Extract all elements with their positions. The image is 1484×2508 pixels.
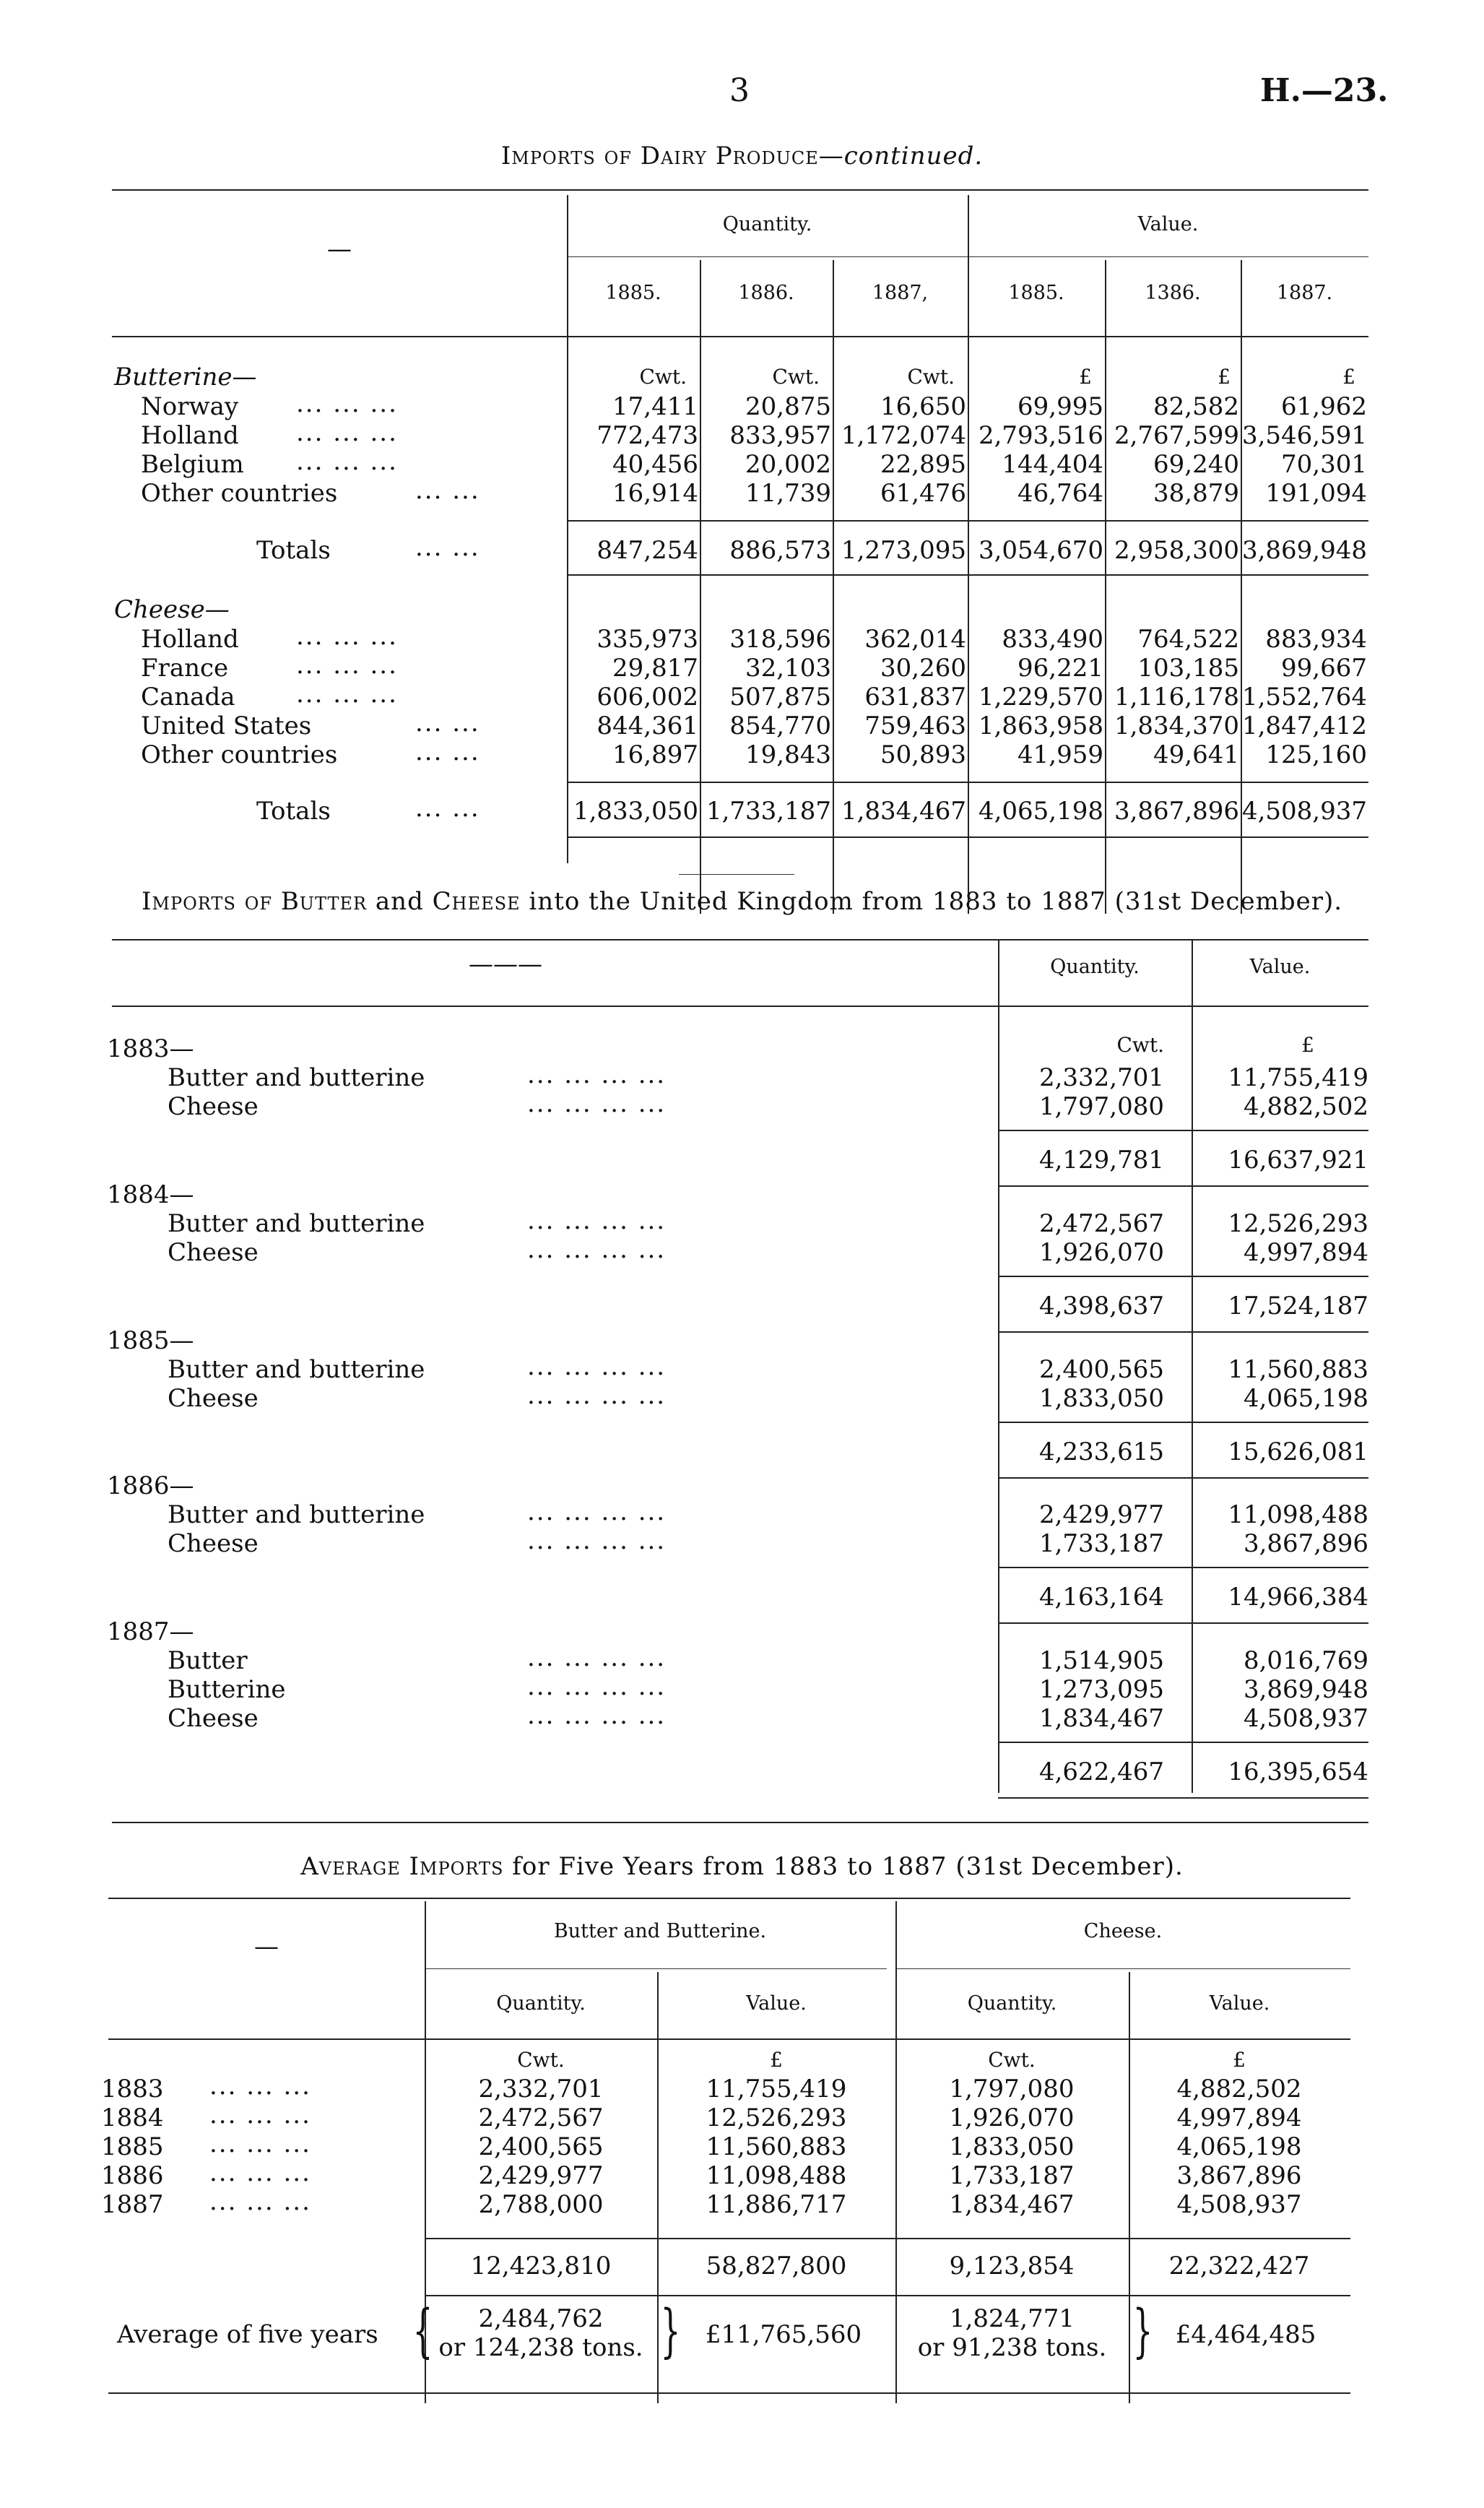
table-cell: 833,957 [729,421,831,450]
table-cell: 16,914 [612,479,698,508]
leader-dots: ... ... [415,533,480,562]
table1-title [0,142,1484,170]
cheese-section-label: Cheese— [114,595,230,624]
leader-dots: ... ... ... [296,622,398,651]
leader-dots: ... ... ... ... [527,1089,667,1118]
average-label: Average of five years [117,2320,378,2349]
group-total-quantity: 4,129,781 [1038,1146,1164,1175]
table-cell: 4,508,937 [1243,1704,1368,1733]
table1-year-header: 1386. [1145,282,1201,304]
total-cell: 3,869,948 [1241,536,1367,565]
group-total-quantity: 4,622,467 [1038,1757,1164,1786]
table1-end-rule [679,874,794,875]
leader-dots: ... ... ... ... [527,1206,667,1235]
table-cell: 2,793,516 [978,421,1103,450]
commodity-name: Cheese [168,1092,259,1121]
table3-title [0,1852,1484,1881]
leader-dots: ... ... ... ... [527,1381,667,1410]
table1-butterine-total-bottom-rule [567,574,1368,576]
leader-dots: ... ... ... ... [527,1235,667,1264]
country-name: Canada [141,683,235,712]
table2-title-d: into the United Kingdom from 1883 to 1887 (31st December). [529,887,1343,916]
table-cell: 1,834,370 [1114,712,1239,740]
quantity-subheader: Quantity. [496,1992,586,2015]
table-cell: 61,962 [1281,392,1367,421]
table2-header-bottom-rule [112,1006,1368,1007]
table-cell: 46,764 [1017,479,1103,508]
table-cell: 4,065,198 [1176,2132,1302,2161]
table-cell: 759,463 [864,712,966,740]
group-total-value: 14,966,384 [1228,1583,1368,1612]
table1-year-header: 1886. [738,282,794,304]
table3-ch-header: Cheese. [1083,1920,1163,1942]
table-cell: 16,897 [612,740,698,769]
page-number: 3 [729,72,750,109]
table-cell: 1,834,467 [1038,1704,1164,1733]
table-cell: 41,959 [1017,740,1103,769]
table-cell: 1,733,187 [1038,1529,1164,1558]
table-cell: 1,733,187 [949,2161,1075,2190]
table-cell: 3,546,591 [1241,421,1367,450]
table1-cheese-total-bottom-rule [567,836,1368,838]
table-cell: 335,973 [596,625,698,654]
leader-dots: ... ... ... [296,418,398,447]
leader-dots: ... ... ... [296,447,398,476]
table3-unit: £ [1233,2048,1246,2072]
table2-quantity-header: Quantity. [1050,956,1140,978]
table3-unit: £ [770,2048,783,2072]
table-cell: 38,879 [1153,479,1239,508]
year-label: 1884 [101,2103,164,2132]
total-cell: 2,958,300 [1114,536,1239,565]
commodity-name: Cheese [168,1529,259,1558]
table-cell: 17,411 [612,392,698,421]
table1-unit: £ [1079,365,1092,389]
table-cell: 11,560,883 [706,2132,847,2161]
table-cell: 1,229,570 [978,683,1103,712]
table-cell: 2,332,701 [1038,1063,1164,1092]
table2-bottom-rule [112,1822,1368,1823]
country-name: Belgium [141,450,244,479]
total-cell: 1,273,095 [841,536,966,565]
group-total-value: 16,395,654 [1228,1757,1368,1786]
table2-title-c: Cheese [432,887,521,916]
total-cell: 12,423,810 [470,2252,612,2280]
commodity-name: Butter and butterine [168,1209,425,1238]
total-cell: 1,834,467 [841,797,966,826]
table-cell: 1,552,764 [1241,683,1367,712]
table-cell: 19,843 [745,740,831,769]
table1-value-underline [968,256,1368,257]
table2-value-header: Value. [1249,956,1311,978]
commodity-name: Butter and butterine [168,1500,425,1529]
table-cell: 844,361 [596,712,698,740]
table-cell: 11,739 [745,479,831,508]
avg-cheese-quantity: 1,824,771 [949,2304,1075,2333]
table-cell: 1,514,905 [1038,1646,1164,1675]
table3-bb-header: Butter and Butterine. [553,1920,767,1942]
leader-dots: ... ... ... [209,2158,311,2187]
group-total-bottom-rule [998,1331,1368,1333]
table-cell: 4,882,502 [1176,2075,1302,2103]
country-name: Norway [141,392,239,421]
table-cell: 11,755,419 [1228,1063,1368,1092]
table-cell: 11,755,419 [706,2075,847,2103]
table-cell: 2,400,565 [1038,1355,1164,1384]
table-cell: 61,476 [880,479,966,508]
table1-quantity-header: Quantity. [722,213,812,235]
table3-totals-rule [425,2238,1350,2239]
table-cell: 1,834,467 [949,2190,1075,2219]
table1-year-header: 1887, [872,282,929,304]
group-total-value: 17,524,187 [1228,1292,1368,1320]
commodity-name: Butter and butterine [168,1063,425,1092]
table-cell: 40,456 [612,450,698,479]
table1-unit: Cwt. [639,365,687,389]
table-cell: 631,837 [864,683,966,712]
country-name: Other countries [141,740,338,769]
table1-header-bottom-rule [112,336,1368,337]
year-label: 1885 [101,2132,164,2161]
table-cell: 1,847,412 [1241,712,1367,740]
total-cell: 4,065,198 [978,797,1103,826]
value-subheader: Value. [746,1992,807,2015]
table-cell: 50,893 [880,740,966,769]
table-cell: 1,833,050 [949,2132,1075,2161]
left-brace-bb: { [412,2297,433,2364]
table-cell: 1,863,958 [978,712,1103,740]
year-label: 1886 [101,2161,164,2190]
table1-unit: Cwt. [907,365,955,389]
leader-dots: ... ... ... ... [527,1672,667,1701]
table-cell: 854,770 [729,712,831,740]
table-cell: 2,400,565 [478,2132,604,2161]
table-cell: 99,667 [1281,654,1367,683]
group-total-rule [998,1422,1368,1423]
total-cell: 58,827,800 [706,2252,847,2280]
table1-title-continued: continued. [843,142,984,170]
leader-dots: ... ... ... [209,2101,311,2129]
leader-dots: ... ... ... ... [527,1497,667,1526]
table3-unit: Cwt. [517,2048,565,2072]
total-cell: 847,254 [596,536,698,565]
table-cell: 11,886,717 [706,2190,847,2219]
group-total-quantity: 4,233,615 [1038,1437,1164,1466]
table-cell: 2,788,000 [478,2190,604,2219]
value-subheader: Value. [1209,1992,1270,2015]
leader-dots: ... ... ... [209,2072,311,2101]
table-cell: 362,014 [864,625,966,654]
table2-title-a: Imports of Butter [141,887,368,916]
table2-title [0,887,1484,916]
table1-quantity-underline [567,256,968,257]
table1-year-header: 1885. [1008,282,1064,304]
table-cell: 318,596 [729,625,831,654]
total-cell: 3,054,670 [978,536,1103,565]
table3-stub-dash: — [254,1932,279,1961]
table2-stub-dash: ——— [469,950,542,979]
country-name: Holland [141,421,239,450]
avg-butter-tons: or 124,238 tons. [438,2333,643,2362]
table-cell: 2,767,599 [1114,421,1239,450]
table-cell: 772,473 [596,421,698,450]
commodity-name: Butterine [168,1675,286,1704]
group-total-bottom-rule [998,1477,1368,1479]
table-cell: 2,429,977 [478,2161,604,2190]
country-name: France [141,654,229,683]
group-total-rule [998,1130,1368,1131]
table-cell: 49,641 [1153,740,1239,769]
table-cell: 3,869,948 [1243,1675,1368,1704]
table-cell: 11,098,488 [1228,1500,1368,1529]
group-total-bottom-rule [998,1622,1368,1624]
table1-title-main: Imports of Dairy Produce— [500,142,844,170]
table-cell: 1,797,080 [1038,1092,1164,1121]
year-label: 1883 [101,2075,164,2103]
table3-totals-bottom-rule [425,2295,1350,2296]
quantity-subheader: Quantity. [967,1992,1057,2015]
table-cell: 1,797,080 [949,2075,1075,2103]
leader-dots: ... ... ... ... [527,1643,667,1672]
totals-label: Totals [256,536,331,565]
group-total-value: 15,626,081 [1228,1437,1368,1466]
table-cell: 3,867,896 [1176,2161,1302,2190]
table3-top-rule [108,1898,1350,1899]
table-cell: 70,301 [1281,450,1367,479]
leader-dots: ... ... ... [209,2129,311,2158]
avg-butter-value: £11,765,560 [705,2320,862,2349]
table1-year-header: 1887. [1276,282,1333,304]
table-cell: 12,526,293 [1228,1209,1368,1238]
avg-cheese-tons: or 91,238 tons. [917,2333,1107,2362]
group-total-rule [998,1276,1368,1277]
total-cell: 1,733,187 [706,797,831,826]
leader-dots: ... ... [415,738,480,766]
year-label: 1887— [107,1617,194,1646]
table3-title-a: Average Imports [300,1852,504,1881]
avg-cheese-value: £4,464,485 [1175,2320,1316,2349]
table-cell: 4,508,937 [1176,2190,1302,2219]
total-cell: 4,508,937 [1241,797,1367,826]
table-cell: 1,833,050 [1038,1384,1164,1413]
commodity-name: Cheese [168,1704,259,1733]
totals-label: Totals [256,797,331,826]
year-label: 1883— [107,1034,194,1063]
table-cell: 4,997,894 [1243,1238,1368,1267]
table2-top-rule [112,939,1368,940]
commodity-name: Cheese [168,1238,259,1267]
year-label: 1886— [107,1471,194,1500]
table1-unit: Cwt. [772,365,820,389]
leader-dots: ... ... ... ... [527,1526,667,1555]
table1-stub-dash: — [327,235,352,264]
table-cell: 1,926,070 [1038,1238,1164,1267]
table-cell: 1,273,095 [1038,1675,1164,1704]
group-total-bottom-rule [998,1797,1368,1799]
total-cell: 3,867,896 [1114,797,1239,826]
group-total-quantity: 4,398,637 [1038,1292,1164,1320]
group-total-quantity: 4,163,164 [1038,1583,1164,1612]
table-cell: 2,472,567 [1038,1209,1164,1238]
table-cell: 96,221 [1017,654,1103,683]
leader-dots: ... ... ... [296,389,398,418]
leader-dots: ... ... [415,709,480,738]
table-cell: 4,997,894 [1176,2103,1302,2132]
table-cell: 29,817 [612,654,698,683]
total-cell: 22,322,427 [1168,2252,1310,2280]
table1-year-header: 1885. [605,282,661,304]
year-label: 1885— [107,1326,194,1355]
table-cell: 11,098,488 [706,2161,847,2190]
table-cell: 2,472,567 [478,2103,604,2132]
table-cell: 22,895 [880,450,966,479]
table-cell: 1,116,178 [1114,683,1239,712]
right-brace-bb: } [660,2297,681,2364]
table-cell: 507,875 [729,683,831,712]
butterine-section-label: Butterine— [114,363,257,392]
table2-unit-v: £ [1301,1033,1314,1057]
commodity-name: Butter and butterine [168,1355,425,1384]
table2-title-b: and [375,887,424,916]
table1-cheese-total-rule [567,782,1368,783]
table3-bb-underline [425,1968,887,1969]
total-cell: 886,573 [729,536,831,565]
table-cell: 144,404 [1002,450,1103,479]
table-cell: 16,650 [880,392,966,421]
leader-dots: ... ... [415,794,480,823]
group-total-rule [998,1742,1368,1743]
table-cell: 2,429,977 [1038,1500,1164,1529]
table-cell: 20,002 [745,450,831,479]
country-name: United States [141,712,312,740]
table-cell: 82,582 [1153,392,1239,421]
table3-ch-underline [895,1968,1350,1969]
leader-dots: ... ... ... ... [527,1060,667,1089]
leader-dots: ... ... ... [296,651,398,680]
right-brace-ch: } [1132,2297,1153,2364]
country-name: Holland [141,625,239,654]
leader-dots: ... ... ... [296,680,398,709]
table2-unit-q: Cwt. [1116,1033,1164,1057]
table3-header-bottom-rule [108,2038,1350,2040]
avg-butter-quantity: 2,484,762 [478,2304,604,2333]
table-cell: 606,002 [596,683,698,712]
table1-unit: £ [1342,365,1355,389]
table3-title-b: for Five Years from 1883 to 1887 (31st December). [512,1852,1184,1881]
document-code: H.—23. [1260,72,1389,109]
table-cell: 125,160 [1265,740,1367,769]
leader-dots: ... ... ... ... [527,1701,667,1730]
table1-unit: £ [1218,365,1231,389]
group-total-bottom-rule [998,1185,1368,1187]
table-cell: 1,172,074 [841,421,966,450]
table-cell: 32,103 [745,654,831,683]
leader-dots: ... ... ... ... [527,1352,667,1381]
table-cell: 2,332,701 [478,2075,604,2103]
total-cell: 9,123,854 [949,2252,1075,2280]
table-cell: 191,094 [1265,479,1367,508]
leader-dots: ... ... ... [209,2187,311,2216]
table-cell: 1,926,070 [949,2103,1075,2132]
table-cell: 764,522 [1137,625,1239,654]
commodity-name: Butter [168,1646,248,1675]
table-cell: 11,560,883 [1228,1355,1368,1384]
table-cell: 30,260 [880,654,966,683]
table-cell: 69,240 [1153,450,1239,479]
leader-dots: ... ... [415,476,480,505]
table3-unit: Cwt. [988,2048,1036,2072]
country-name: Other countries [141,479,338,508]
year-label: 1887 [101,2190,164,2219]
total-cell: 1,833,050 [573,797,698,826]
group-total-value: 16,637,921 [1228,1146,1368,1175]
group-total-rule [998,1567,1368,1568]
table-cell: 20,875 [745,392,831,421]
table-cell: 4,065,198 [1243,1384,1368,1413]
table1-top-rule [112,189,1368,191]
table-cell: 3,867,896 [1243,1529,1368,1558]
table-cell: 103,185 [1137,654,1239,683]
commodity-name: Cheese [168,1384,259,1413]
table1-butterine-total-rule [567,520,1368,522]
table1-value-header: Value. [1137,213,1199,235]
year-label: 1884— [107,1180,194,1209]
table-cell: 883,934 [1265,625,1367,654]
table-cell: 833,490 [1002,625,1103,654]
table-cell: 8,016,769 [1243,1646,1368,1675]
table3-bottom-rule [108,2392,1350,2394]
table-cell: 4,882,502 [1243,1092,1368,1121]
table-cell: 12,526,293 [706,2103,847,2132]
table-cell: 69,995 [1017,392,1103,421]
